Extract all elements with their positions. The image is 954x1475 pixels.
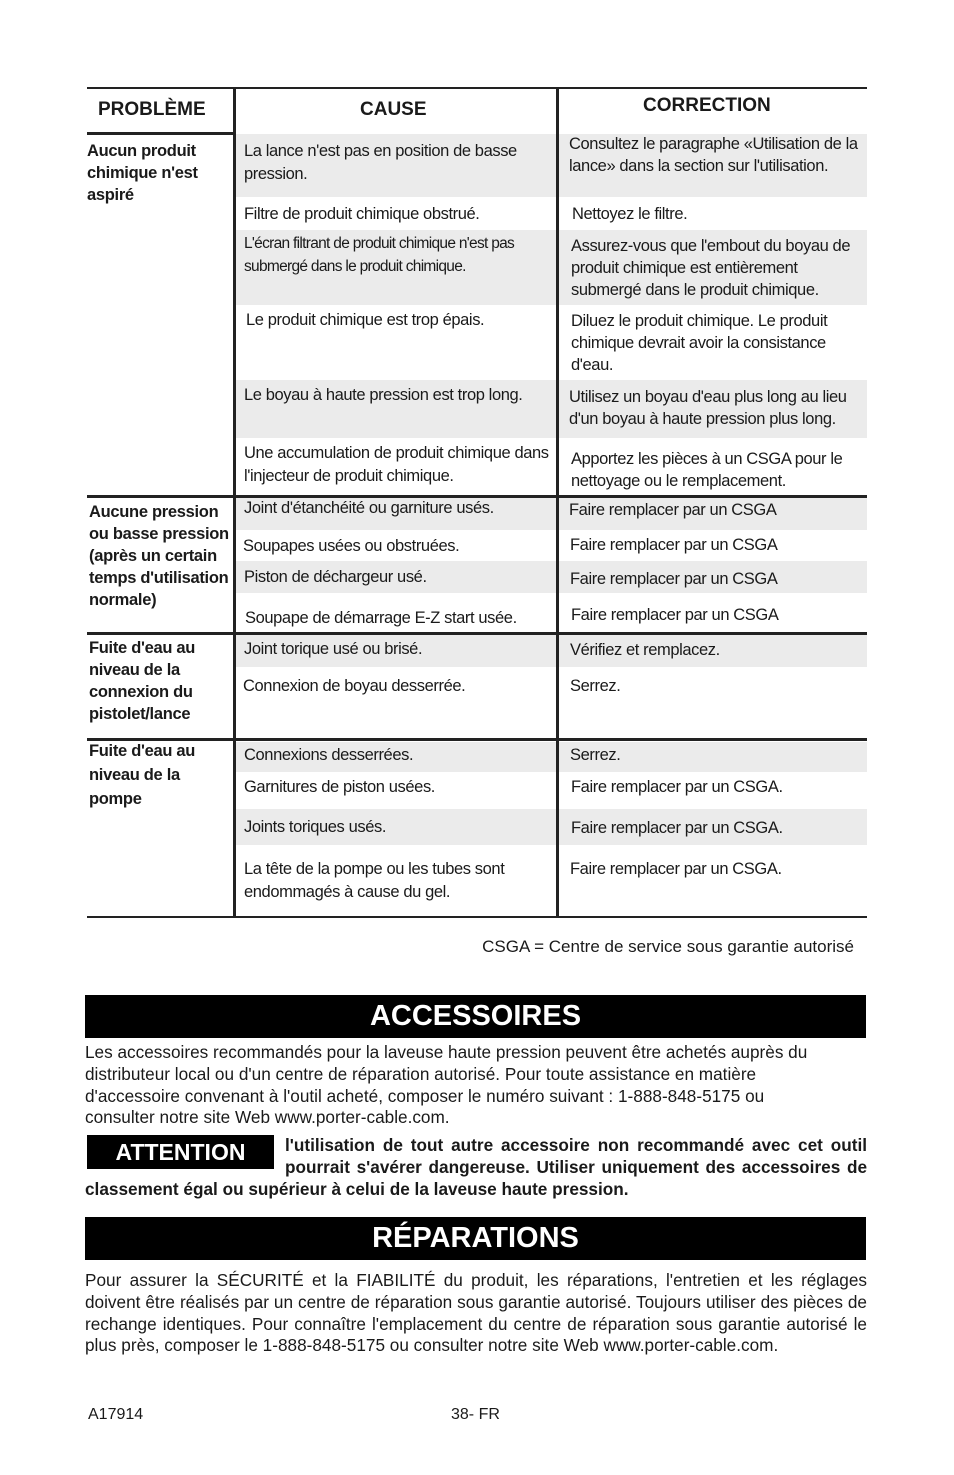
cause-cell: Soupape de démarrage E-Z start usée. — [245, 609, 517, 627]
accessories-body: Les accessoires recommandés pour la laveuse haute pression peuvent être achetés auprès du distributeur local ou d'un centre de réparation autorisé. Pour toute assistance en matière d'accessoire convenant à l'outil acheté, composer le numéro suivant : 1-888-848-5175 ou consulter notre site Web www.porter-cable.com. — [85, 1042, 808, 1128]
warning-badge: ATTENTION — [87, 1135, 274, 1169]
correction-cell: Faire remplacer par un CSGA. — [570, 860, 782, 878]
correction-cell: Assurez-vous que l'embout du boyau de produit chimique est entièrement submergé dans le produit chimique. — [571, 237, 851, 299]
header-cause: CAUSE — [360, 99, 427, 120]
accessories-title: ACCESSOIRES — [85, 995, 866, 1038]
correction-cell: Nettoyez le filtre. — [572, 205, 688, 223]
warning-text — [85, 1134, 867, 1200]
problem-label: Aucune pression ou basse pression (après un certain temps d'utilisation normale) — [89, 503, 229, 609]
correction-cell: Utilisez un boyau d'eau plus long au lieu d'un boyau à haute pression plus long. — [569, 388, 847, 428]
repairs-body: Pour assurer la SÉCURITÉ et la FIABILITÉ du produit, les réparations, l'entretien et les réglages doivent être réalisés par un centre de réparation sous garantie autorisé. Toujours utiliser des pièces de rechange identiques. Pour connaître l'emplacement du centre de réparation sous garantie autorisé le plus près, composer le 1-888-848-5175 ou consulter notre site Web www.porter-cable.com. — [85, 1270, 867, 1356]
group-rule — [87, 632, 867, 635]
cause-cell: L'écran filtrant de produit chimique n'est pas submergé dans le produit chimique. — [244, 235, 515, 275]
warning-text-content: l'utilisation de tout autre accessoire non recommandé avec cet outil pourrait s'avérer dangereuse. Utiliser uniquement des accessoires de classement égal ou supérieur à celui de la laveuse haute pression. — [85, 1135, 867, 1199]
problem-label: Fuite d'eau au niveau de la pompe — [89, 742, 196, 808]
cause-cell: Joint torique usé ou brisé. — [244, 640, 423, 658]
cause-cell: Joint d'étanchéité ou garniture usés. — [244, 499, 494, 517]
repairs-title: RÉPARATIONS — [85, 1217, 866, 1260]
correction-cell: Faire remplacer par un CSGA — [571, 606, 779, 624]
header-correction: CORRECTION — [643, 95, 771, 116]
correction-cell: Faire remplacer par un CSGA. — [571, 778, 783, 796]
cause-cell: Soupapes usées ou obstruées. — [243, 537, 460, 555]
table-bottom-rule — [87, 916, 867, 918]
correction-cell: Faire remplacer par un CSGA — [570, 570, 778, 588]
correction-cell: Faire remplacer par un CSGA — [569, 501, 777, 519]
cause-cell: Joints toriques usés. — [244, 818, 387, 836]
cause-cell: Le produit chimique est trop épais. — [246, 311, 485, 329]
cause-cell: La lance n'est pas en position de basse pression. — [244, 142, 517, 183]
correction-cell: Vérifiez et remplacez. — [570, 641, 720, 659]
document-code: A17914 — [88, 1406, 144, 1423]
correction-cell: Serrez. — [570, 746, 621, 764]
correction-cell: Faire remplacer par un CSGA. — [571, 819, 783, 837]
cause-cell: Filtre de produit chimique obstrué. — [244, 205, 480, 223]
cause-cell: Piston de déchargeur usé. — [244, 568, 427, 586]
page-number: 38- FR — [451, 1406, 500, 1423]
cause-cell: Le boyau à haute pression est trop long. — [244, 386, 523, 404]
problem-label: Fuite d'eau au niveau de la connexion du pistolet/lance — [89, 639, 196, 723]
cause-cell: Garnitures de piston usées. — [244, 778, 435, 796]
header-rule — [87, 132, 235, 135]
cause-cell: Une accumulation de produit chimique dans l'injecteur de produit chimique. — [244, 444, 549, 485]
column-divider — [556, 89, 559, 917]
correction-cell: Diluez le produit chimique. Le produit chimique devrait avoir la consistance d'eau. — [571, 312, 828, 374]
cause-cell: Connexion de boyau desserrée. — [243, 677, 466, 695]
problem-label: Aucun produit chimique n'est aspiré — [87, 142, 198, 204]
correction-cell: Serrez. — [570, 677, 621, 695]
cause-cell: Connexions desserrées. — [244, 746, 414, 764]
correction-cell: Apportez les pièces à un CSGA pour le nettoyage ou le remplacement. — [571, 450, 843, 490]
header-problem: PROBLÈME — [98, 99, 206, 120]
table-header — [87, 89, 867, 134]
csga-legend: CSGA = Centre de service sous garantie autorisé — [482, 937, 854, 956]
cause-cell: La tête de la pompe ou les tubes sont endommagés à cause du gel. — [244, 860, 505, 901]
correction-cell: Faire remplacer par un CSGA — [570, 536, 778, 554]
correction-cell: Consultez le paragraphe «Utilisation de la lance» dans la section sur l'utilisation. — [569, 135, 858, 175]
